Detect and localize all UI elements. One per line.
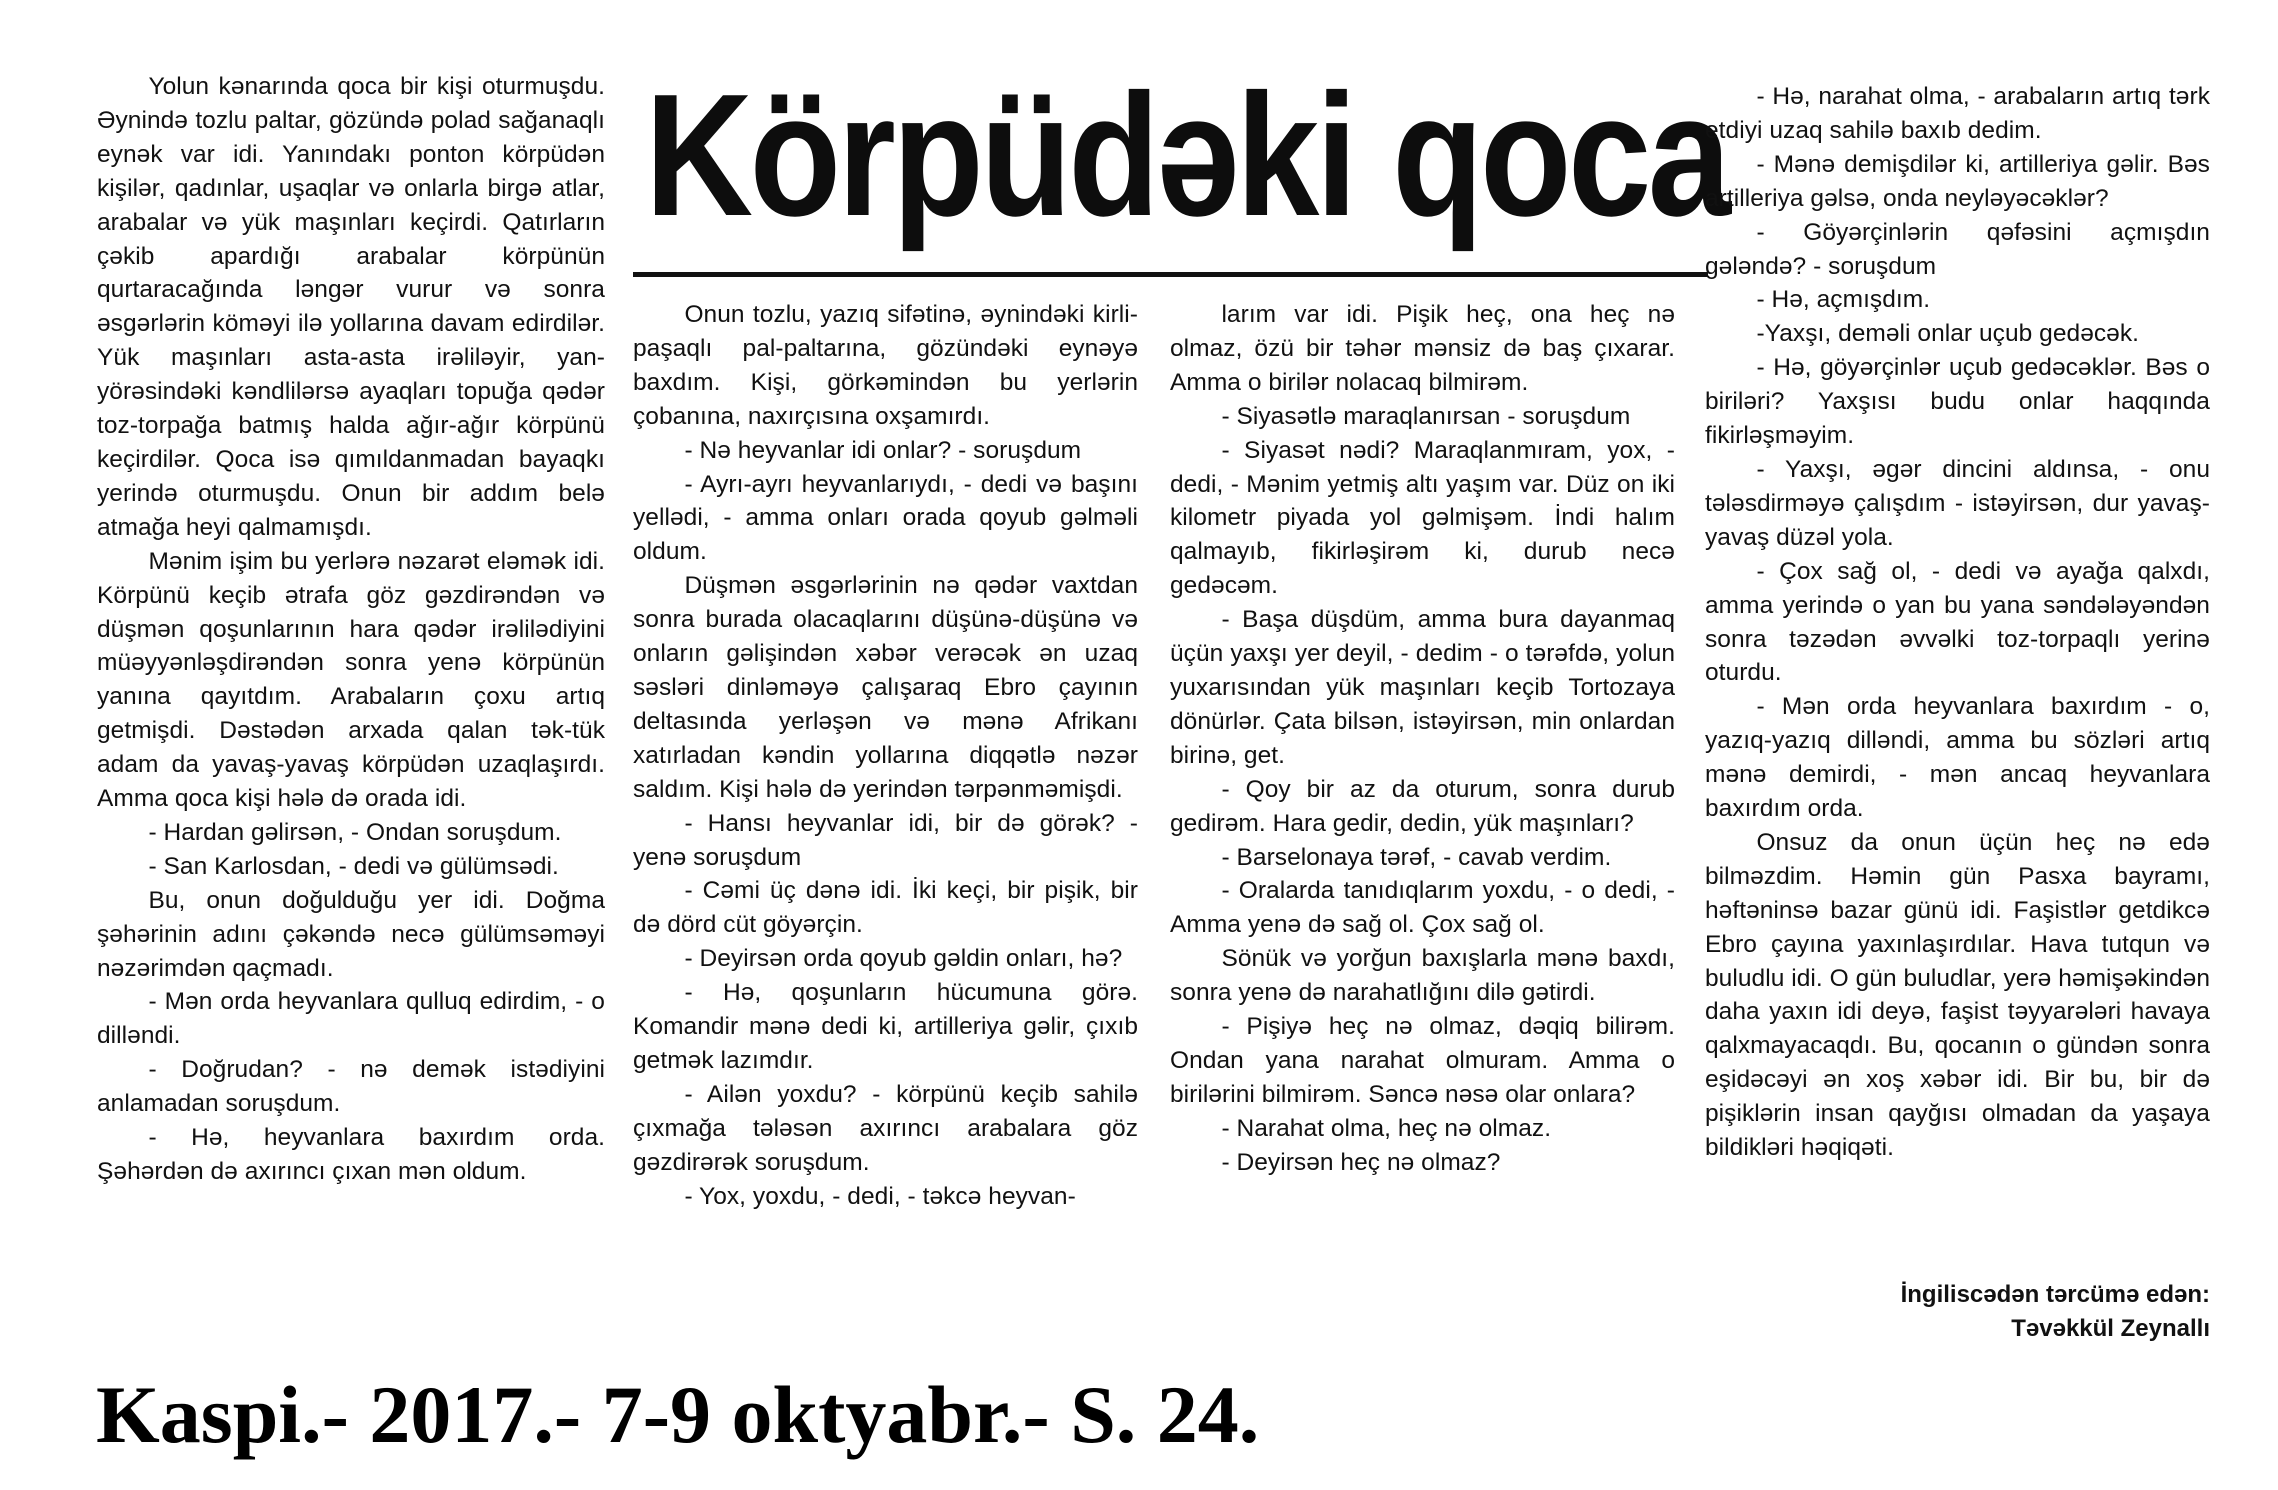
article-paragraph: - Deyirsən orda qoyub gəldin onları, hə? bbox=[684, 945, 1123, 973]
headline-rule bbox=[633, 272, 1708, 277]
article-paragraph: Sönük və yorğun baxışlarla mənə baxdı, sonra yenə də narahatlığını dilə gətirdi. bbox=[1170, 945, 1675, 1007]
article-paragraph: Düşmən əsgərlərinin nə qədər vaxtdan sonra burada olacaqlarını düşünə-düşünə və onların gəlişindən xəbər verəcək ən uzaq səsləri dinləməyə çalışaraq Ebro çayının deltasında yerləşən və mənə Afrikanı xatırladan kəndin yollarına diqqətlə nəzər saldım. Kişi hələ də yerindən tərpənməmişdi. bbox=[633, 572, 1138, 803]
article-column-2 bbox=[633, 298, 1138, 1213]
article-paragraph: Onsuz da onun üçün heç nə edə bilməzdim. Həmin gün Pasxa bayramı, həftəninsə bazar günü idi. Faşistlər getdikcə Ebro çayına yaxınlaşırdılar. Hava tutqun və buludlu idi. O gün buludlar, yerə həmişəkindən daha yaxın idi deyə, faşist təyyarələri havaya qalxmayacaqdı. Bu, qocanın o gündən sonra eşidəcəyi ən xoş xəbər idi. Bir bu, bir də pişiklərin insan qayğısı olmadan da yaşaya bildikləri həqiqəti. bbox=[1705, 828, 2210, 1162]
article-paragraph: - Oralarda tanıdıqlarım yoxdu, - o dedi, - Amma yenə də sağ ol. Çox sağ ol. bbox=[1170, 877, 1675, 939]
article-paragraph: - Nə heyvanlar idi onlar? - soruşdum bbox=[684, 436, 1082, 464]
article-paragraph: - Siyasətlə maraqlanırsan - soruşdum bbox=[1221, 402, 1631, 430]
article-column-3 bbox=[1170, 298, 1675, 1180]
article-paragraph: - San Karlosdan, - dedi və gülümsədi. bbox=[148, 852, 559, 880]
article-paragraph: Onun tozlu, yazıq sifətinə, əynindəki kirli-paşaqlı pal-paltarına, gözündəki eynəyə baxdım. Kişi, görkəmindən bu yerlərin çobanına, naxırçısına oxşamırdı. bbox=[633, 301, 1138, 430]
article-paragraph: - Narahat olma, heç nə olmaz. bbox=[1221, 1114, 1552, 1142]
article-paragraph: - Hə, narahat olma, - arabaların artıq tərk etdiyi uzaq sahilə baxıb dedim. bbox=[1705, 83, 2210, 144]
article-paragraph: - Mənə demişdilər ki, artilleriya gəlir. Bəs artilleriya gəlsə, onda neyləyəcəklər? bbox=[1705, 150, 2210, 212]
article-paragraph: - Hə, açmışdım. bbox=[1756, 286, 1931, 314]
translator-label: İngiliscədən tərcümə edən: bbox=[1900, 1281, 2210, 1308]
article-paragraph: larım var idi. Pişik heç, ona heç nə olmaz, özü bir təhər mənsiz də baş çıxarar. Amma o birilər nolacaq bilmirəm. bbox=[1170, 301, 1675, 396]
article-paragraph: - Deyirsən heç nə olmaz? bbox=[1221, 1148, 1501, 1176]
article-paragraph: - Başa düşdüm, amma bura dayanmaq üçün yaxşı yer deyil, - dedim - o tərəfdə, yolun yuxarısından yük maşınları keçib Tortozaya dönürlər. Çata bilsən, istəyirsən, min onlardan birinə, get. bbox=[1170, 606, 1675, 769]
article-paragraph: - Yaxşı, əgər dincini aldınsa, - onu tələsdirməyə çalışdım - istəyirsən, dur yavaş-yavaş düzəl yola. bbox=[1705, 455, 2210, 551]
article-paragraph: - Barselonaya tərəf, - cavab verdim. bbox=[1221, 843, 1612, 871]
article-column-1 bbox=[97, 70, 605, 1189]
translator-name: Təvəkkül Zeynallı bbox=[2011, 1315, 2210, 1342]
article-paragraph: - Hə, qoşunların hücumuna görə. Komandir mənə dedi ki, artilleriya gəlir, çıxıb getmək lazımdır. bbox=[633, 979, 1138, 1074]
article-paragraph: Bu, onun doğulduğu yer idi. Doğma şəhərinin adını çəkəndə necə gülümsəməyi nəzərimdən qaçmadı. bbox=[97, 886, 605, 982]
article-paragraph: - Mən orda heyvanlara qulluq edirdim, - o dilləndi. bbox=[97, 988, 605, 1050]
article-paragraph: - Göyərçinlərin qəfəsini açmışdın gələndə? - soruşdum bbox=[1705, 218, 2210, 280]
article-paragraph: Mənim işim bu yerlərə nəzarət eləmək idi. Körpünü keçib ətrafa göz gəzdirəndən və düşmən qoşunlarının hara qədər irəlilədiyini müəyyənləşdirəndən sonra yenə körpünün yanına qayıtdım. Arabaların çoxu artıq getmişdi. Dəstədən arxada qalan tək-tük adam da yavaş-yavaş körpüdən uzaqlaşırdı. Amma qoca kişi hələ də orada idi. bbox=[97, 547, 605, 813]
article-paragraph: - Çox sağ ol, - dedi və ayağa qalxdı, amma yerində o yan bu yana səndələyəndən sonra təzədən əvvəlki toz-torpaqlı yerinə oturdu. bbox=[1705, 557, 2210, 687]
article-paragraph: - Ailən yoxdu? - körpünü keçib sahilə çıxmağa tələsən axırıncı arabalara göz gəzdirərək soruşdum. bbox=[633, 1080, 1138, 1176]
article-paragraph: - Yox, yoxdu, - dedi, - təkcə heyvan- bbox=[684, 1182, 1076, 1210]
article-paragraph: - Cəmi üç dənə idi. İki keçi, bir pişik, bir də dörd cüt göyərçin. bbox=[633, 877, 1138, 939]
article-paragraph: - Mən orda heyvanlara baxırdım - o, yazıq-yazıq dilləndi, amma bu sözləri artıq mənə demirdi, - mən ancaq heyvanlara baxırdım orda. bbox=[1705, 693, 2210, 823]
article-paragraph: - Siyasət nədi? Maraqlanmıram, yox, - dedi, - Mənim yetmiş altı yaşım var. Düz on iki kilometr piyada yol gəlmişəm. İndi halım qalmayıb, fikirləşirəm ki, durub necə gedəcəm. bbox=[1170, 436, 1675, 600]
article-paragraph: - Qoy bir az da oturum, sonra durub gedirəm. Hara gedir, dedin, yük maşınları? bbox=[1170, 775, 1675, 837]
article-paragraph: Yolun kənarında qoca bir kişi oturmuşdu. Əynində tozlu paltar, gözündə polad sağanaqlı eynək var idi. Yanındakı ponton körpüdən kişilər, qadınlar, uşaqlar və onlarla birgə atlar, arabalar və yük maşınları keçirdi. Qatırların çəkib apardığı arabalar körpünün qurtaracağında ləngər vurur və sonra əsgərlərin köməyi ilə yollarına davam edirdilər. Yük maşınları asta-asta irəliləyir, yan-yörəsindəki kəndlilərsə ayaqları topuğa qədər toz-torpağa batmış halda ağır-ağır körpünü keçirdilər. Qoca isə qımıldanmadan bayaqkı yerində oturmuşdu. Onun bir addım belə atmağa heyi qalmamışdı. bbox=[97, 73, 605, 541]
article-column-4 bbox=[1705, 80, 2210, 1165]
article-paragraph: - Hansı heyvanlar idi, bir də görək? - yenə soruşdum bbox=[633, 809, 1138, 871]
article-paragraph: - Doğrudan? - nə demək istədiyini anlamadan soruşdum. bbox=[97, 1056, 605, 1118]
article-paragraph: - Pişiyə heç nə olmaz, dəqiq bilirəm. Ondan yana narahat olmuram. Amma o birilərini bilmirəm. Səncə nəsə olar onlara? bbox=[1170, 1013, 1675, 1108]
article-paragraph: -Yaxşı, deməli onlar uçub gedəcək. bbox=[1756, 320, 2139, 348]
article-paragraph: - Hardan gəlirsən, - Ondan soruşdum. bbox=[148, 818, 562, 846]
article-paragraph: - Ayrı-ayrı heyvanlarıydı, - dedi və başını yellədi, - amma onları orada qoyub gəlməli oldum. bbox=[633, 470, 1138, 566]
source-citation: Kaspi.- 2017.- 7-9 oktyabr.- S. 24. bbox=[96, 1369, 1260, 1460]
translator-credit bbox=[1705, 1278, 2210, 1346]
article-headline: Körpüdəki qoca bbox=[645, 57, 1728, 252]
article-paragraph: - Hə, göyərçinlər uçub gedəcəklər. Bəs o biriləri? Yaxşısı budu onlar haqqında fikirləşməyim. bbox=[1705, 354, 2210, 450]
article-paragraph: - Hə, heyvanlara baxırdım orda. Şəhərdən də axırıncı çıxan mən oldum. bbox=[97, 1124, 605, 1185]
